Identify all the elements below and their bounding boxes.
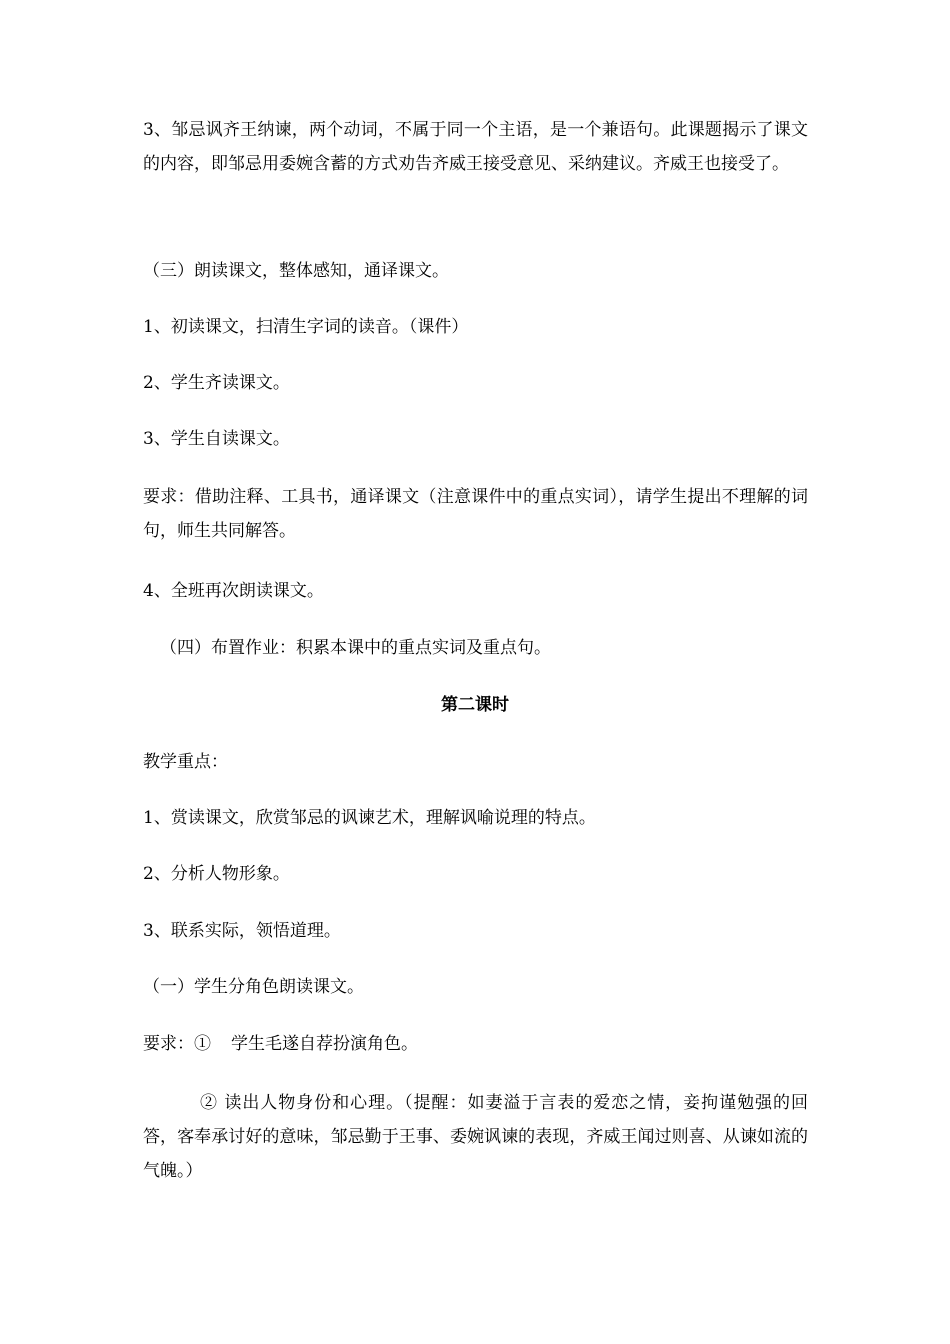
section-three-heading: （三）朗读课文，整体感知，通译课文。 bbox=[143, 261, 449, 281]
requirement-item-1: 学生毛遂自荐扮演角色。 bbox=[231, 1034, 418, 1054]
section-three-item-4: 4、全班再次朗读课文。 bbox=[143, 581, 324, 601]
title-explanation-paragraph: 3、邹忌讽齐王纳谏，两个动词，不属于同一个主语，是一个兼语句。此课题揭示了课文的内容，即邹忌用委婉含蓄的方式劝告齐威王接受意见、采纳建议。齐威王也接受了。 bbox=[143, 120, 808, 174]
section-three-item-2: 2、学生齐读课文。 bbox=[143, 373, 290, 393]
requirement-label: 要求：① bbox=[143, 1034, 211, 1054]
lesson-two-title: 第二课时 bbox=[441, 695, 509, 715]
teaching-focus-label: 教学重点： bbox=[143, 752, 228, 772]
part-one-heading: （一）学生分角色朗读课文。 bbox=[143, 977, 364, 997]
teaching-focus-item-2: 2、分析人物形象。 bbox=[143, 864, 290, 884]
requirement-line bbox=[143, 1027, 813, 1061]
section-four-heading: （四）布置作业：积累本课中的重点实词及重点句。 bbox=[160, 638, 551, 658]
requirement-item-2: ② 读出人物身份和心理。（提醒：如妻溢于言表的爱恋之情，妾拘谨勉强的回答，客奉承讨好的意味，邹忌勤于王事、委婉讽谏的表现，齐威王闻过则喜、从谏如流的气魄。） bbox=[143, 1093, 808, 1181]
section-three-item-3: 3、学生自读课文。 bbox=[143, 429, 290, 449]
teaching-focus-item-3: 3、联系实际，领悟道理。 bbox=[143, 921, 341, 941]
teaching-focus-item-1: 1、赏读课文，欣赏邹忌的讽谏艺术，理解讽喻说理的特点。 bbox=[143, 808, 596, 828]
section-three-item-1: 1、初读课文，扫清生字词的读音。（课件） bbox=[143, 317, 469, 337]
section-three-requirement: 要求：借助注释、工具书，通译课文（注意课件中的重点实词），请学生提出不理解的词句，师生共同解答。 bbox=[143, 487, 808, 541]
